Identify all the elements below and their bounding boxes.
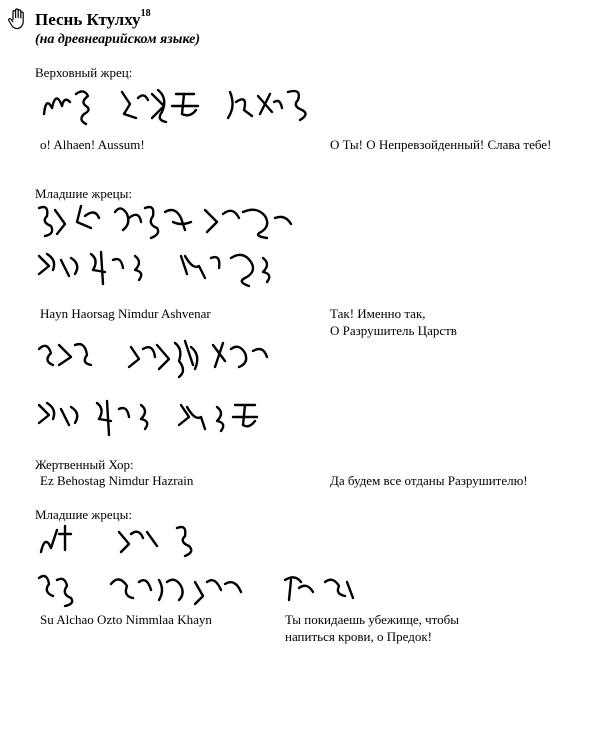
ancient-script-glyph-icon [40,84,320,132]
ancient-script-glyph-icon [35,200,305,290]
transliteration-line: Hayn Haorsag Nimdur Ashvenar [40,306,211,321]
speaker-label-high-priest: Верховный жрец: [35,65,133,80]
transliteration-line: Ez Behostag Nimdur Hazrain [40,473,194,488]
translation-line: О Ты! О Непревзойденный! Слава тебе! [330,137,552,152]
speaker-label-junior-priests: Младшие жрецы: [35,186,132,201]
transliteration-line: o! Alhaen! Aussum! [40,137,145,152]
translation-line: напиться крови, о Предок! [285,629,432,644]
hand-pointer-icon [6,8,28,30]
page-subtitle: (на древнеарийском языке) [35,32,200,47]
translation-line: О Разрушитель Царств [330,323,457,338]
speaker-label-junior-priests: Младшие жрецы: [35,507,132,522]
page-title: Песнь Ктулху$^{18}$ [35,8,151,29]
transliteration-line: Su Alchao Ozto Nimmlaa Khayn [40,612,212,627]
translation-line: Ты покидаешь убежище, чтобы [285,612,460,627]
speaker-label-sacrificial-choir: Жертвенный Хор: [35,457,134,472]
translation-line: Так! Именно так, [330,306,426,321]
ancient-script-glyph-icon [35,520,365,610]
ancient-script-glyph-icon [35,335,285,445]
footnote-reference: 18 [140,8,151,20]
translation-line: Да будем все отданы Разрушителю! [330,473,528,488]
